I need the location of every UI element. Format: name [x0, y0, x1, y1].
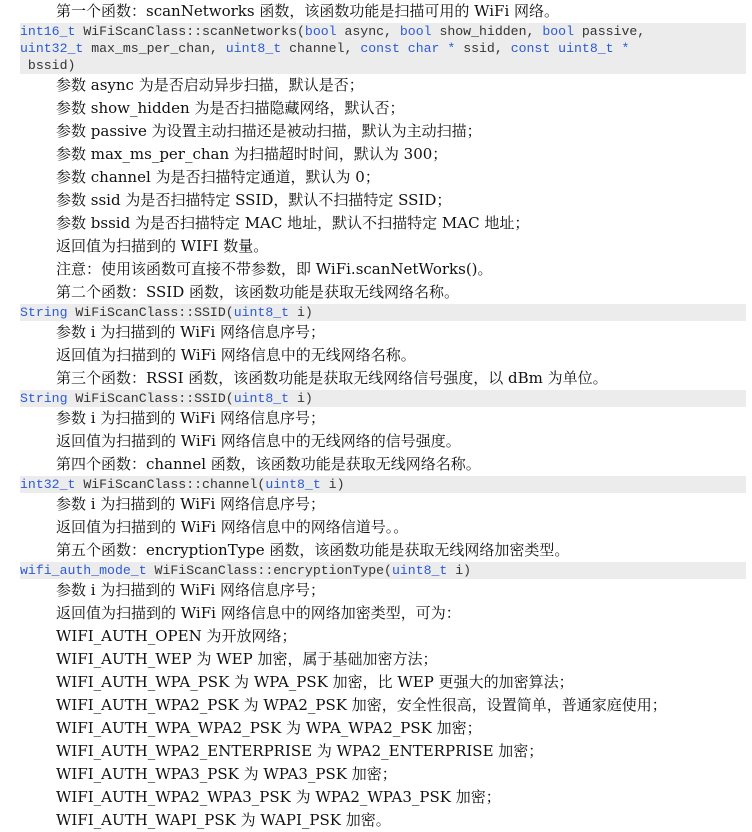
rssi-signature	[20, 390, 746, 407]
code-text: passive,	[573, 24, 646, 39]
code-text: show_hidden,	[431, 24, 543, 39]
param-line: 参数 show_hidden 为是否扫描隐藏网络，默认否；	[56, 99, 405, 117]
auth-mode-item: WIFI_AUTH_OPEN 为开放网络；	[56, 627, 297, 645]
code-type: int16_t	[20, 24, 76, 39]
code-type: wifi_auth_mode_t	[20, 563, 147, 578]
auth-mode-item: WIFI_AUTH_WPA2_WPA3_PSK 为 WPA2_WPA3_PSK 加密；	[56, 788, 501, 806]
note-line: 注意：使用该函数可直接不带参数，即 WiFi.scanNetWorks()。	[56, 260, 493, 278]
ssid-signature	[20, 304, 746, 321]
param-line: 参数 i 为扫描到的 WiFi 网络信息序号；	[56, 409, 326, 427]
code-type: uint32_t	[20, 41, 84, 56]
ssid-intro: 第二个函数：SSID 函数，该函数功能是获取无线网络名称。	[56, 283, 460, 301]
return-line: 返回值为扫描到的 WiFi 网络信息中的无线网络名称。	[56, 346, 416, 364]
code-type: uint8_t	[233, 305, 290, 320]
encryption-type-signature	[20, 562, 746, 579]
param-line: 参数 max_ms_per_chan 为扫描超时时间，默认为 300；	[56, 145, 448, 163]
code-type: const char *	[360, 41, 456, 56]
scan-networks-signature	[20, 23, 746, 74]
code-type: uint8_t	[233, 391, 290, 406]
code-text: WiFiScanClass::scanNetworks(	[75, 24, 305, 39]
return-line: 返回值为扫描到的 WIFI 数量。	[56, 237, 269, 255]
code-type: String	[20, 305, 68, 320]
param-line: 参数 ssid 为是否扫描特定 SSID，默认不扫描特定 SSID；	[56, 191, 452, 209]
param-line: 参数 i 为扫描到的 WiFi 网络信息序号；	[56, 323, 326, 341]
code-text: WiFiScanClass::encryptionType(	[146, 563, 392, 578]
code-text: WiFiScanClass::SSID(	[67, 391, 234, 406]
auth-mode-item: WIFI_AUTH_WPA_WPA2_PSK 为 WPA_WPA2_PSK 加密；	[56, 719, 482, 737]
code-text: channel,	[281, 41, 361, 56]
scan-networks-params	[0, 74, 752, 281]
code-type: uint8_t	[391, 563, 448, 578]
scan-networks-intro: 第一个函数：scanNetworks 函数，该函数功能是扫描可用的 WiFi 网络。	[56, 2, 560, 20]
return-line: 返回值为扫描到的 WiFi 网络信息中的网络加密类型，可为：	[56, 604, 461, 622]
code-text: WiFiScanClass::SSID(	[67, 305, 234, 320]
encryption-type-intro: 第五个函数：encryptionType 函数，该函数功能是获取无线网络加密类型。	[56, 541, 570, 559]
param-line: 参数 i 为扫描到的 WiFi 网络信息序号；	[56, 495, 326, 513]
code-text: i)	[320, 477, 345, 492]
code-type: bool	[542, 24, 574, 39]
auth-mode-item: WIFI_AUTH_WPA_PSK 为 WPA_PSK 加密，比 WEP 更强大的加密算法；	[56, 673, 574, 691]
code-text: async,	[336, 24, 400, 39]
code-type: bool	[304, 24, 337, 39]
auth-mode-item: WIFI_AUTH_WEP 为 WEP 加密，属于基础加密方法；	[56, 650, 438, 668]
code-type: const uint8_t *	[510, 41, 630, 56]
code-text: i)	[447, 563, 472, 578]
encryption-type-params	[0, 579, 752, 832]
channel-intro: 第四个函数：channel 函数，该函数功能是获取无线网络名称。	[56, 455, 481, 473]
return-line: 返回值为扫描到的 WiFi 网络信息中的网络信道号。。	[56, 518, 409, 536]
code-text: ssid,	[455, 41, 511, 56]
param-line: 参数 bssid 为是否扫描特定 MAC 地址，默认不扫描特定 MAC 地址；	[56, 214, 530, 232]
channel-signature	[20, 476, 746, 493]
code-type: bool	[399, 24, 432, 39]
param-line: 参数 i 为扫描到的 WiFi 网络信息序号；	[56, 581, 326, 599]
auth-mode-item: WIFI_AUTH_WPA2_PSK 为 WPA2_PSK 加密，安全性很高，设置简单，普通家庭使用；	[56, 696, 667, 714]
code-type: int32_t	[20, 477, 76, 492]
code-text: bssid)	[20, 58, 76, 73]
auth-mode-item: WIFI_AUTH_WAPI_PSK 为 WAPI_PSK 加密。	[56, 811, 391, 829]
param-line: 参数 async 为是否启动异步扫描，默认是否；	[56, 76, 364, 94]
param-line: 参数 channel 为是否扫描特定通道，默认为 0；	[56, 168, 380, 186]
code-type: String	[20, 391, 68, 406]
code-text: i)	[289, 391, 313, 406]
code-type: uint8_t	[265, 477, 321, 492]
code-type: uint8_t	[225, 41, 282, 56]
auth-mode-item: WIFI_AUTH_WPA3_PSK 为 WPA3_PSK 加密；	[56, 765, 397, 783]
param-line: 参数 passive 为设置主动扫描还是被动扫描，默认为主动扫描；	[56, 122, 482, 140]
rssi-intro: 第三个函数：RSSI 函数，该函数功能是获取无线网络信号强度，以 dBm 为单位。	[56, 369, 608, 387]
code-text: max_ms_per_chan,	[83, 41, 226, 56]
code-text: WiFiScanClass::channel(	[75, 477, 266, 492]
auth-mode-item: WIFI_AUTH_WPA2_ENTERPRISE 为 WPA2_ENTERPRISE 加密；	[56, 742, 544, 760]
code-text: i)	[289, 305, 313, 320]
return-line: 返回值为扫描到的 WiFi 网络信息中的无线网络的信号强度。	[56, 432, 461, 450]
